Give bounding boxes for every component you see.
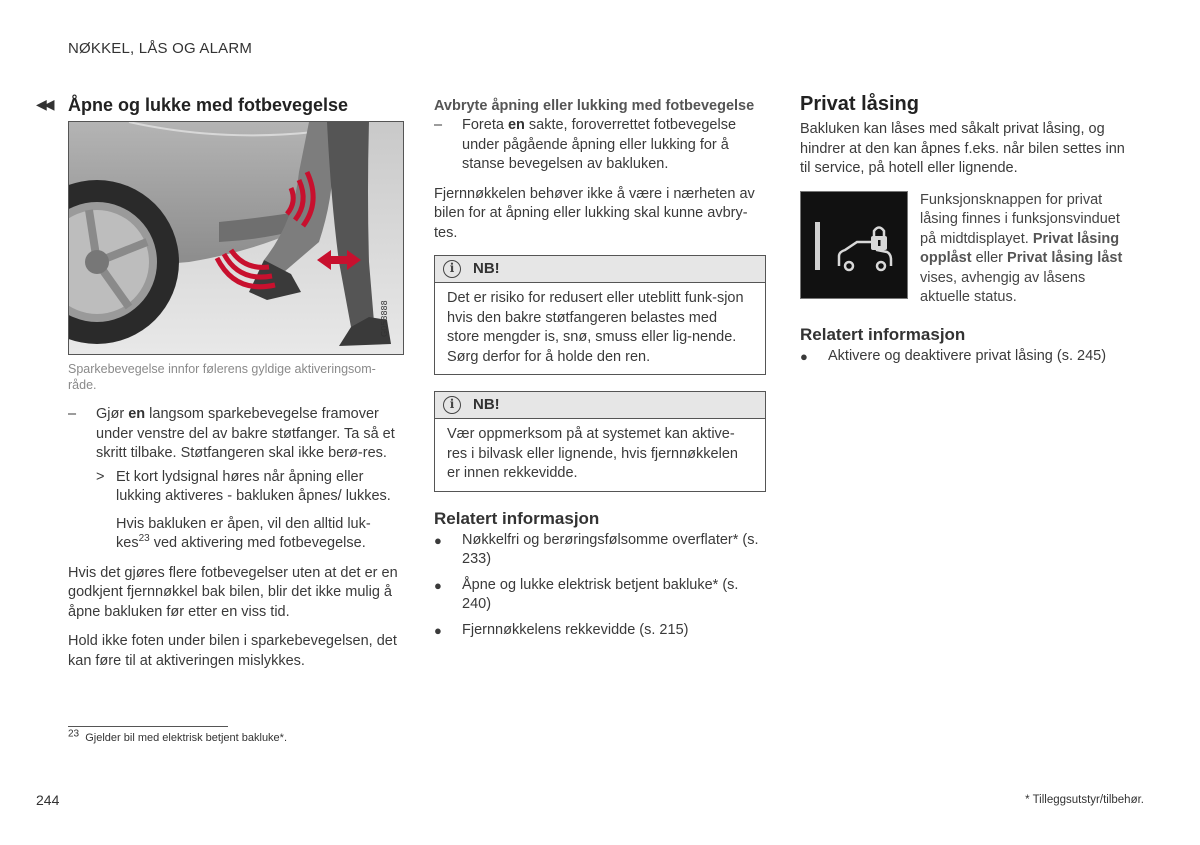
- related-heading: Relatert informasjon: [434, 508, 600, 528]
- section-heading: Åpne og lukke med fotbevegelse: [68, 95, 349, 115]
- result-extra: Hvis bakluken er åpen, vil den alltid luk-kes$^{23}$ ved aktivering med fotbevegelse.: [116, 515, 371, 551]
- result-text: Et kort lydsignal høres når åpning eller lukking aktiveres - bakluken åpnes/ lukkes.: [116, 468, 391, 504]
- info-icon: i: [443, 260, 461, 278]
- footnote-divider: [68, 726, 228, 727]
- dash-marker: –: [68, 406, 77, 422]
- note-text: Det er risiko for redusert eller uteblitt funk-sjon hvis den bakre støtfangeren belastes med store mengder is, snø, smuss eller lig-nende. Sørg derfor for å holde den ren.: [447, 290, 744, 365]
- result-item: [96, 468, 402, 507]
- footnote-ref: 23: [138, 533, 150, 545]
- section-heading: Privat låsing: [800, 93, 919, 115]
- note-header: [435, 256, 765, 283]
- column-foot-movement: [68, 94, 402, 671]
- subsection-heading: Avbryte åpning eller lukking med fotbevegelse: [434, 98, 755, 114]
- function-button-block: [800, 191, 1132, 308]
- footnote: $^{23}$ Gjelder bil med elektrisk betjent bakluke*.: [68, 728, 288, 744]
- chapter-title: NØKKEL, LÅS OG ALARM: [68, 40, 253, 57]
- related-link[interactable]: ● Aktivere og deaktivere privat låsing (s. 245): [800, 347, 1132, 367]
- page-number: 244: [36, 792, 60, 808]
- note-label: NB!: [473, 260, 500, 278]
- note-label: NB!: [473, 396, 500, 414]
- note-box: [434, 255, 766, 375]
- double-left-arrow-icon[interactable]: ◀◀: [36, 96, 52, 112]
- column-interrupt: [434, 96, 766, 640]
- bullet-icon: ●: [434, 532, 442, 548]
- kick-sensor-illustration: [68, 121, 404, 355]
- paragraph: Hold ikke foten under bilen i sparkebevegelsen, det kan føre til at aktiveringen mislykkes.: [68, 633, 397, 669]
- result-marker: >: [96, 468, 105, 485]
- bullet-icon: ●: [434, 577, 442, 593]
- illustration-code: G058888: [380, 300, 389, 337]
- private-locking-button-image: [800, 191, 908, 299]
- related-link[interactable]: ● Åpne og lukke elektrisk betjent bakluke* (s. 240): [434, 576, 766, 615]
- function-description: Funksjonsknappen for privat låsing finnes i funksjonsvinduet på midtdisplayet. Privat låsing opplåst eller Privat låsing låst vises, avhengig av låsens aktuelle status.: [920, 191, 1123, 305]
- note-header: [435, 392, 765, 419]
- step-item: [434, 116, 766, 175]
- related-heading: Relatert informasjon: [800, 324, 966, 344]
- paragraph: Fjernnøkkelen behøver ikke å være i nærheten av bilen for at åpning eller lukking skal kunne avbry-tes.: [434, 185, 755, 241]
- bullet-icon: ●: [434, 622, 442, 638]
- paragraph: Bakluken kan låses med såkalt privat låsing, og hindrer at den kan åpnes f.eks. når bilen settes inn til service, på hotell eller lignende.: [800, 121, 1125, 176]
- step-text: Gjør en langsom sparkebevegelse framover under venstre del av bakre støtfanger. Ta så et skritt tilbake. Støtfangeren skal ikke berø-res.: [96, 406, 395, 461]
- info-icon: i: [443, 396, 461, 414]
- dash-marker: –: [434, 117, 443, 133]
- accessory-note: * Tilleggsutstyr/tilbehør.: [1025, 794, 1144, 806]
- column-private-locking: [800, 92, 1132, 366]
- bullet-icon: ●: [800, 348, 808, 364]
- related-link[interactable]: ● Fjernnøkkelens rekkevidde (s. 215): [434, 621, 766, 641]
- note-box: [434, 391, 766, 492]
- step-text: Foreta en sakte, foroverrettet fotbevegelse under pågående åpning eller lukking for å stanse bevegelsen av bakluken.: [462, 117, 737, 172]
- car-padlock-icon: [801, 192, 907, 298]
- illustration-caption: Sparkebevegelse innfor følerens gyldige aktiveringsom-råde.: [68, 362, 376, 392]
- note-text: Vær oppmerksom på at systemet kan aktive-res i bilvask eller lignende, hvis fjernnøkkelen er innen rekkevidde.: [447, 426, 738, 481]
- paragraph: Hvis det gjøres flere fotbevegelser uten at det er en godkjent fjernnøkkel bak bilen, blir det ikke mulig å åpne bakluken før etter en viss tid.: [68, 564, 398, 620]
- related-link[interactable]: ● Nøkkelfri og berøringsfølsomme overflater* (s. 233): [434, 531, 766, 570]
- step-item: [68, 405, 402, 464]
